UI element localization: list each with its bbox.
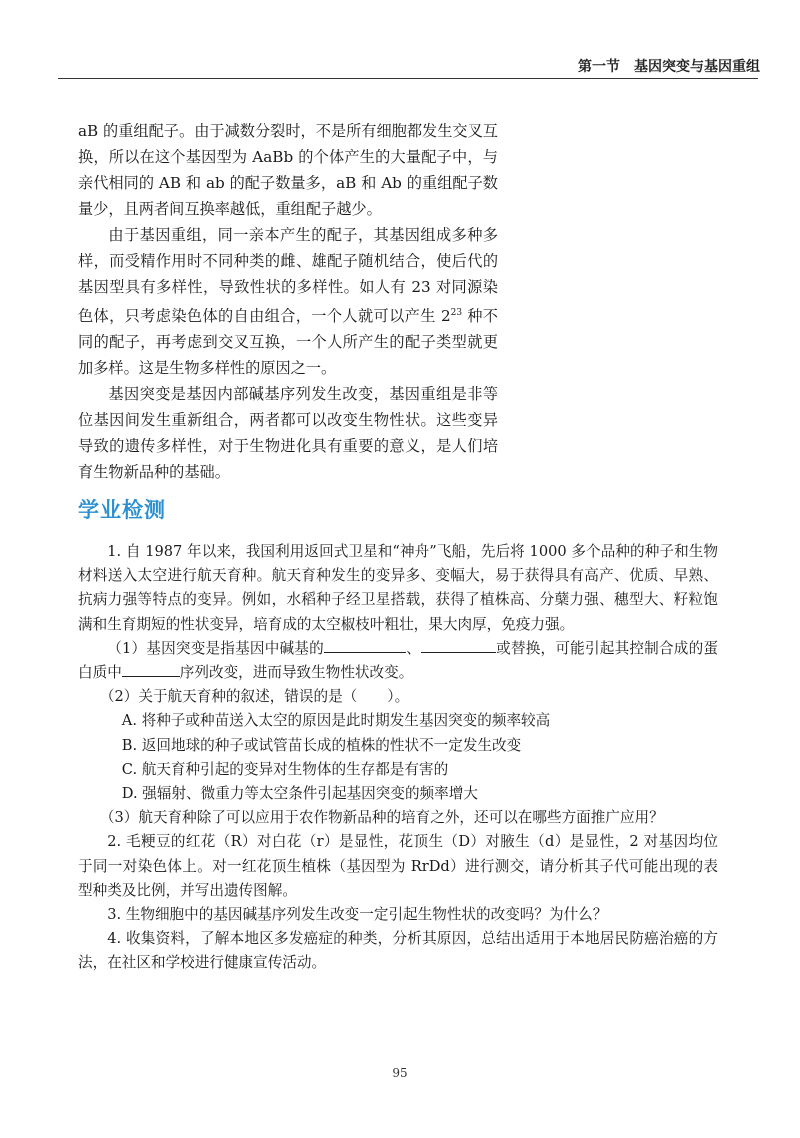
q1-1-text-d: 序列改变，进而导致生物性状改变。 [179,664,414,682]
paragraph-2-text-a: 由于基因重组，同一亲本产生的配子，其基因组成多种多样，而受精作用时不同种类的雌、雄配子随机结合，使后代的基因型具有多样性，导致性状的多样性。如人有 23 对同源染色体，只考虑染色体的自由组合，一个人就可以产生 2 [78,226,498,326]
q1-2-text-b: ）。 [387,688,410,706]
section-heading: 学业检测 [78,498,166,522]
question-1-part-1 [78,637,718,685]
option-b: B. 返回地球的种子或试管苗长成的植株的性状不一定发生改变 [121,736,522,754]
q1-1-text-c: 或替换，可能引起其控制合成的蛋白质中 [78,639,718,682]
question-1-part-3: （3）航天育种除了可以应用于农作物新品种的培育之外，还可以在哪些方面推广应用？ [99,809,664,827]
question-1-part-2 [78,685,718,709]
exponent: 23 [450,308,463,318]
main-text-block [78,118,498,485]
header-divider [58,78,758,79]
answer-blank-3[interactable] [122,662,180,677]
question-1: 1. 自 1987 年以来，我国利用返回式卫星和“神舟”飞船，先后将 1000 多个品种的种子和生物材料送入太空进行航天育种。航天育种发生的变异多、变幅大，易于获得具有高产、优质、早熟、抗病力强等特点的变异。例如，水稻种子经卫星搭载，获得了植株高、分蘖力强、穗型大、籽粒饱满和生育期短的性状变异，培育成的太空椒枝叶粗壮，果大肉厚，免疫力强。 [78,543,718,633]
question-3: 3. 生物细胞中的基因碱基序列发生改变一定引起生物性状的改变吗？为什么？ [107,906,608,924]
paragraph-3: 基因突变是基因内部碱基序列发生改变，基因重组是非等位基因间发生重新组合，两者都可以改变生物性状。这些变异导致的遗传多样性，对于生物进化具有重要的意义，是人们培育生物新品种的基础。 [78,385,498,482]
answer-blank-2[interactable] [421,638,496,653]
q1-1-text-a: （1）基因突变是指基因中碱基的 [107,639,324,657]
paragraph-1: aB 的重组配子。由于减数分裂时，不是所有细胞都发生交叉互换，所以在这个基因型为 AaBb 的个体产生的大量配子中，与亲代相同的 AB 和 ab 的配子数量多，aB 和 Ab 的重组配子数量少，且两者间互换率越低，重组配子越少。 [78,122,498,218]
question-2: 2. 毛粳豆的红花（R）对白花（r）是显性，花顶生（D）对腋生（d）是显性，2 对基因均位于同一对染色体上。对一红花顶生植株（基因型为 RrDd）进行测交，请分析其子代可能出现的表型种类及比例，并写出遗传图解。 [78,833,718,899]
paragraph-2 [78,222,498,381]
question-4: 4. 收集资料，了解本地区多发癌症的种类，分析其原因，总结出适用于本地居民防癌治癌的方法，在社区和学校进行健康宣传活动。 [78,930,718,972]
option-d: D. 强辐射、微重力等太空条件引起基因突变的频率增大 [121,785,478,803]
page-number: 95 [392,1066,408,1080]
exercise-list [78,540,718,976]
option-a: A. 将种子或种苗送入太空的原因是此时期发生基因突变的频率较高 [121,712,551,730]
paragraph-2-text-b: 种不同的配子，再考虑到交叉互换，一个人所产生的配子类型就更加多样。这是生物多样性的原因之一。 [78,307,498,378]
chapter-header: 第一节 基因突变与基因重组 [578,59,760,75]
q1-2-text-a: （2）关于航天育种的叙述，错误的是（ [99,688,358,706]
answer-blank-1[interactable] [324,638,406,653]
option-c: C. 航天育种引起的变异对生物体的生存都是有害的 [121,760,449,778]
q1-1-text-b: 、 [405,639,421,657]
